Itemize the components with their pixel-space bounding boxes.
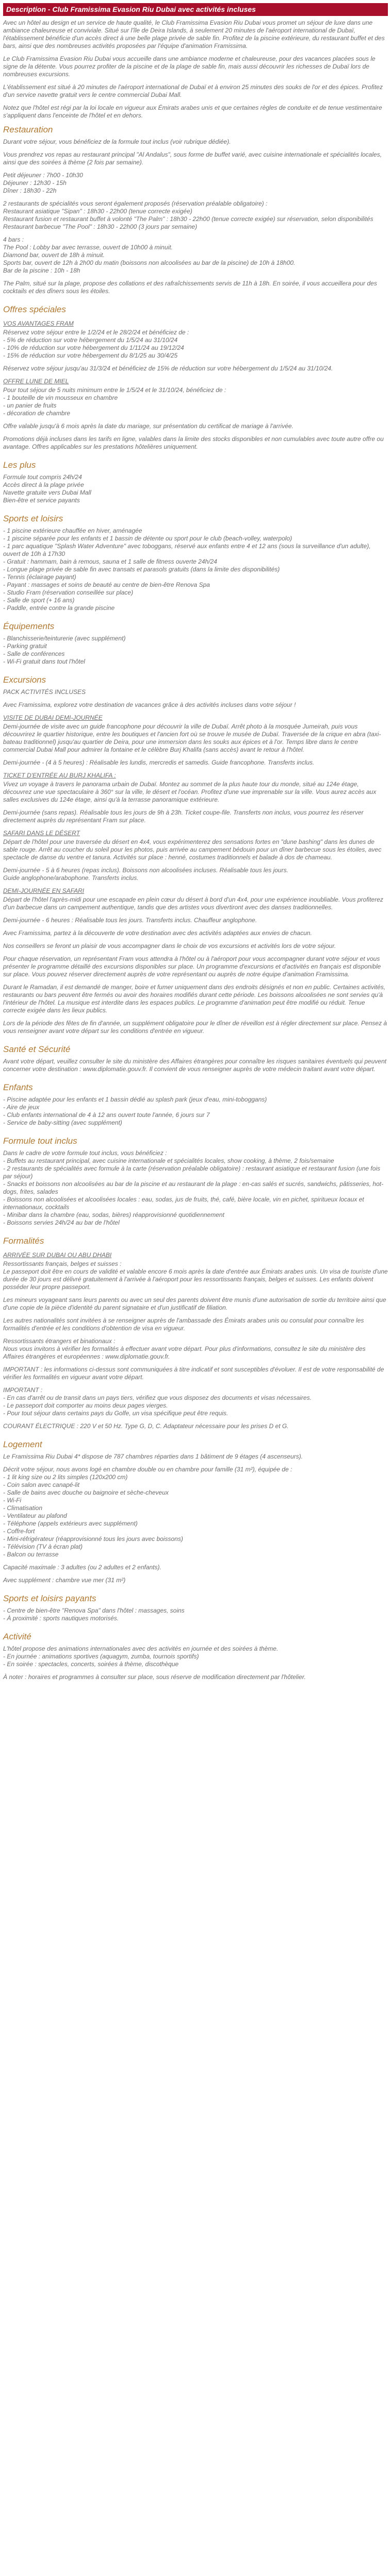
- subsection-title: ARRIVÉE SUR DUBAI OU ABU DHABI: [3, 1251, 112, 1259]
- text-line: - Salle de bains avec douche ou baignoire et sèche-cheveux: [3, 1489, 169, 1496]
- text-block: [3, 138, 388, 146]
- text-line: À noter : horaires et programmes à consulter sur place, sous réserve de modification directement par l'hôtelier.: [3, 1673, 306, 1681]
- text-block: [3, 365, 388, 372]
- section-title: Sports et loisirs payants: [3, 1594, 96, 1603]
- text-line: Accès direct à la plage privée: [3, 481, 84, 488]
- text-block: [3, 1422, 388, 1430]
- text-block: [3, 1058, 388, 1073]
- text-line: - Piscine adaptée pour les enfants et 1 bassin dédié au splash park (jeux d'eau, mini-toboggans): [3, 1096, 267, 1103]
- text-block: [3, 172, 388, 195]
- text-line: The Palm, situé sur la plage, propose des collations et des rafraîchissements servis de 11h à 18h. En soirée, il vous accueillera pour des cocktails et des dîners sous les étoiles.: [3, 280, 377, 295]
- text-line: Offre valable jusqu'à 6 mois après la date du mariage, sur présentation du certificat de mariage à l'arrivée.: [3, 422, 294, 430]
- text-line: - Télévision (TV à écran plat): [3, 1543, 83, 1550]
- subsection-title: SAFARI DANS LE DÉSERT: [3, 829, 80, 837]
- text-line: Demi-journée - (4 à 5 heures) : Réalisable les lundis, mercredis et samedis. Guide francophone. Transferts inclus.: [3, 759, 315, 766]
- text-block: [3, 1337, 388, 1361]
- text-line: - Buffets au restaurant principal, avec cuisine internationale et spécialités locales, show cooking, à thème, 2 fois/semaine: [3, 1157, 334, 1164]
- text-line: 2 restaurants de spécialités vous seront également proposés (réservation préalable obligatoire) :: [3, 200, 268, 207]
- text-line: Demi-journée - 6 heures : Réalisable tous les jours. Transferts inclus. Chauffeur anglophone.: [3, 917, 257, 924]
- text-line: - Boissons non alcoolisées et alcoolisées locales : eau, sodas, jus de fruits, thé, café, bière locale, vin en pichet, spiritueux locaux et internationaux, cocktails: [3, 1196, 364, 1211]
- text-block: [3, 1607, 388, 1622]
- text-line: Avec supplément : chambre vue mer (31 m²): [3, 1577, 126, 1584]
- text-line: Guide anglophone/arabophone. Transferts inclus.: [3, 874, 139, 882]
- text-block: [3, 867, 388, 882]
- text-line: - Service de baby-sitting (avec supplément): [3, 1119, 122, 1126]
- text-line: - Coin salon avec canapé-lit: [3, 1481, 80, 1488]
- text-line: - Snacks et boissons non alcoolisées au bar de la piscine et au restaurant de la plage : en-cas salés et sucrés, sandwichs, pâtisseries, hot-dogs, frites, salades: [3, 1180, 384, 1195]
- text-line: Avant votre départ, veuillez consulter le site du ministère des Affaires étrangères pour connaître les risques sanitaires éventuels qui peuvent concerner votre destination : www.diplomatie.gouv.fr. Il convient de vous renseigner auprès de votre médecin traitant avant votre départ.: [3, 1058, 387, 1073]
- text-line: - 1 lit king size ou 2 lits simples (120x200 cm): [3, 1473, 128, 1481]
- section-title: Enfants: [3, 1082, 33, 1092]
- intro-paragraph: L'établissement est situé à 20 minutes de l'aéroport international de Dubaï et à environ 25 minutes des souks de l'or et des épices. Profitez d'un service navette gratuit vers le centre commercial Dubai Mall.: [3, 83, 383, 98]
- text-block: [3, 896, 388, 911]
- text-block: [3, 1317, 388, 1332]
- section-title: Offres spéciales: [3, 304, 66, 314]
- text-block: [3, 1453, 388, 1461]
- text-line: Vivez un voyage à travers le panorama urbain de Dubaï. Montez au sommet de la plus haute tour du monde, situé au 124e étage, découvrez une vue spectaculaire à 360° sur la ville, le désert et l'océan. Profitez d'une vue imprenable sur la ville. Vous aurez accès aux salles exclusives du 124e étage, ainsi qu'à la terrasse panoramique extérieure.: [3, 781, 377, 803]
- text-line: - Téléphone (appels extérieurs avec supplément): [3, 1520, 138, 1527]
- text-line: Sports bar, ouvert de 12h à 2h00 du matin (boissons non alcoolisées au bar de la piscine) de 10h à 18h00.: [3, 259, 296, 266]
- text-line: Durant le Ramadan, il est demandé de manger, boire et fumer uniquement dans des endroits désignés et non en public. Certaines activités, restaurants ou bars peuvent être fermés ou avoir des horaires modifiés durant cette période. Les boissons alcoolisées ne sont servies qu'à l'intérieur de l'hôtel. La musique est interdite dans les espaces publics. Le programme d'animation peut être modifié ou réduit. Tenue correcte exigée dans les lieux publics.: [3, 984, 386, 1014]
- text-line: Capacité maximale : 3 adultes (ou 2 adultes et 2 enfants).: [3, 1564, 161, 1571]
- text-line: Dans le cadre de votre formule tout inclus, vous bénéficiez :: [3, 1149, 167, 1157]
- text-line: Restaurant fusion et restaurant buffet à volonté "The Palm" : 18h30 - 22h00 (tenue correcte exigée) sur réservation, selon disponibilités: [3, 215, 373, 223]
- text-line: - 15% de réduction sur votre hébergement du 8/1/25 au 30/4/25: [3, 352, 178, 359]
- intro-section: [3, 19, 388, 120]
- text-line: - Paddle, entrée contre la grande piscine: [3, 604, 115, 612]
- text-line: - Longue plage privée de sable fin avec transats et parasols gratuits (dans la limite des disponibilités): [3, 566, 280, 573]
- text-line: - Gratuit : hammam, bain à remous, sauna et 1 salle de fitness ouverte 24h/24: [3, 558, 217, 565]
- text-block: [3, 1260, 388, 1291]
- text-block: [3, 1020, 388, 1035]
- text-block: [3, 929, 388, 937]
- text-line: Réservez votre séjour jusqu'au 31/3/24 et bénéficiez de 15% de réduction sur votre hébergement du 1/5/24 au 31/10/24.: [3, 365, 333, 372]
- text-line: Nous vous invitons à vérifier les formalités à effectuer avant votre départ. Pour plus d'informations, consultez le site du ministère des Affaires étrangères et européennes : www.diplomatie.gouv.fr.: [3, 1345, 366, 1360]
- text-line: Lors de la période des fêtes de fin d'année, un supplément obligatoire pour le dîner de réveillon est à régler directement sur place. Pensez à vous renseigner avant votre départ sur les conditions d'entrée en vigueur.: [3, 1020, 387, 1035]
- text-line: - Balcon ou terrasse: [3, 1551, 59, 1558]
- section-title: Formule tout inclus: [3, 1136, 77, 1146]
- section-title: Excursions: [3, 675, 46, 685]
- text-line: Réservez votre séjour entre le 1/2/24 et le 28/2/24 et bénéficiez de :: [3, 329, 189, 336]
- text-block: [3, 1386, 388, 1417]
- text-line: - 1 piscine séparée pour les enfants et 1 bassin de détente ou sport pour le club (beach-volley, waterpolo): [3, 535, 292, 542]
- text-line: - 5% de réduction sur votre hébergement du 1/5/24 au 31/10/24: [3, 336, 178, 344]
- text-line: - Climatisation: [3, 1504, 43, 1512]
- text-line: - Pour tout séjour dans certains pays du Golfe, un visa spécifique peut être requis.: [3, 1410, 229, 1417]
- text-block: [3, 200, 388, 231]
- text-line: 4 bars :: [3, 236, 24, 243]
- text-line: IMPORTANT : les informations ci-dessus sont communiquées à titre indicatif et sont susceptibles d'évoluer. Il est de votre responsabilité de vérifier les formalités en vigueur avant votre départ.: [3, 1366, 384, 1381]
- section-title: Activité: [3, 1632, 31, 1641]
- page-title-bar: [3, 3, 388, 16]
- text-line: - Tennis (éclairage payant): [3, 573, 76, 581]
- text-line: Départ de l'hôtel pour une traversée du désert en 4x4, vous expérimenterez des sensations fortes en "dune bashing" dans les dunes de sable rouge. Arrêt au coucher du soleil pour les photos, puis arrivée au campement bédouin pour un dîner barbecue sous les étoiles, avec spectacle de danse du ventre et tanura. Activités sur place : henné, costumes traditionnels et balade à dos de chameau.: [3, 838, 382, 861]
- text-line: Décrit votre séjour, nous avons logé en chambre double ou en chambre pour famille (31 m²), équipée de :: [3, 1466, 292, 1473]
- text-line: Durant votre séjour, vous bénéficiez de la formule tout inclus (voir rubrique dédiée).: [3, 138, 231, 145]
- text-line: Départ de l'hôtel l'après-midi pour une escapade en plein cœur du désert à bord d'un 4x4, pour une expérience inoubliable. Vous profiterez d'un barbecue dans un campement authentique, tandis que des artistes vous divertiront avec des danses traditionnelles.: [3, 896, 383, 911]
- text-line: - Centre de bien-être "Renova Spa" dans l'hôtel : massages, soins: [3, 1607, 185, 1614]
- text-block: [3, 917, 388, 924]
- text-line: Dîner : 18h30 - 22h: [3, 187, 57, 194]
- text-block: [3, 942, 388, 950]
- text-line: - Parking gratuit: [3, 642, 47, 650]
- text-block: [3, 1577, 388, 1584]
- text-line: - décoration de chambre: [3, 410, 71, 417]
- text-block: [3, 1096, 388, 1127]
- subsection-title: TICKET D'ENTRÉE AU BURJ KHALIFA :: [3, 772, 116, 779]
- text-line: Promotions déjà incluses dans les tarifs en ligne, valables dans la limite des stocks disponibles et non cumulables avec toute autre offre ou avantage. Offres applicables sur les prestations hôtelières uniquement.: [3, 435, 384, 450]
- text-line: COURANT ÉLECTRIQUE : 220 V et 50 Hz. Type G, D, C. Adaptateur nécessaire pour les prises D et G.: [3, 1422, 289, 1430]
- text-line: Le Framissima Riu Dubai 4* dispose de 787 chambres réparties dans 1 bâtiment de 9 étages (4 ascenseurs).: [3, 1453, 303, 1460]
- text-line: - À proximité : sports nautiques motorisés.: [3, 1615, 119, 1622]
- text-line: L'hôtel propose des animations internationales avec des activités en journée et des soirées à thème.: [3, 1645, 279, 1652]
- text-block: [3, 435, 388, 451]
- text-line: - un panier de fruits: [3, 402, 57, 409]
- text-line: Déjeuner : 12h30 - 15h: [3, 179, 67, 187]
- text-block: [3, 688, 388, 696]
- section-title: Sports et loisirs: [3, 514, 63, 523]
- intro-paragraph: Notez que l'hôtel est régi par la loi locale en vigueur aux Émirats arabes unis et que certaines règles de conduite et de tenue vestimentaire s'appliquent dans l'enceinte de l'hôtel et en dehors.: [3, 104, 382, 119]
- text-block: [3, 1466, 388, 1558]
- text-line: Navette gratuite vers Dubai Mall: [3, 489, 91, 496]
- text-line: - Wi-Fi: [3, 1497, 22, 1504]
- text-line: - Boissons servies 24h/24 au bar de l'hôtel: [3, 1219, 120, 1226]
- text-block: [3, 723, 388, 754]
- section-title: Formalités: [3, 1236, 44, 1246]
- text-line: - Salle de conférences: [3, 650, 65, 657]
- text-block: [3, 1645, 388, 1668]
- text-line: - Minibar dans la chambre (eau, sodas, bières) réapprovisionné quotidiennement: [3, 1211, 224, 1218]
- text-line: Demi-journée (sans repas). Réalisable tous les jours de 9h à 23h. Ticket coupe-file. Transferts non inclus, vous pourrez les réserver directement auprès du représentant Fram sur place.: [3, 809, 364, 824]
- text-line: - Ventilateur au plafond: [3, 1512, 67, 1519]
- text-line: Demi-journée de visite avec un guide francophone pour découvrir la ville de Dubaï. Arrêt photo à la mosquée Jumeirah, puis vous découvrirez le quartier historique, entre les boutiques et l'ancien fort où se trouve le musée de Dubaï. Traversée de la crique en abra (taxi-bateau traditionnel) jusqu'au quartier de Deira, pour une immersion dans les souks aux épices et à l'or. Temps libre dans le centre commercial Dubai Mall pour admirer la fontaine et le célèbre Burj Khalifa (sans accès) avant le retour à l'hôtel.: [3, 723, 381, 753]
- subsection-title: DEMI-JOURNÉE EN SAFARI: [3, 887, 85, 894]
- text-line: Avec Framissima, explorez votre destination de vacances grâce à des activités incluses dans votre séjour !: [3, 701, 296, 708]
- text-line: Restaurant barbecue "The Pool" : 18h30 - 22h00 (3 jours par semaine): [3, 223, 198, 230]
- text-line: - Payant : massages et soins de beauté au centre de bien-être Renova Spa: [3, 581, 210, 588]
- text-line: - 1 piscine extérieure chauffée en hiver, aménagée: [3, 527, 142, 534]
- text-line: Bar de la piscine : 10h - 18h: [3, 267, 80, 274]
- text-line: - Mini-réfrigérateur (réapprovisionné tous les jours avec boissons): [3, 1535, 183, 1543]
- text-line: - En soirée : spectacles, concerts, soirées à thème, discothèque: [3, 1660, 179, 1668]
- text-block: [3, 781, 388, 804]
- section-title: Les plus: [3, 460, 36, 470]
- content-sections: [3, 125, 388, 1681]
- text-line: Restaurant asiatique "Sipan" : 18h30 - 22h00 (tenue correcte exigée): [3, 208, 192, 215]
- text-line: Vous prendrez vos repas au restaurant principal "Al Andalus", sous forme de buffet varié, avec cuisine internationale et spécialités locales, ainsi que des soirées à thème (2 fois par semaine).: [3, 151, 382, 166]
- text-line: - 2 restaurants de spécialités avec formule à la carte (réservation préalable obligatoire) : restaurant asiatique et restaurant fusion (une fois par séjour): [3, 1165, 381, 1180]
- text-block: [3, 329, 388, 360]
- text-line: - Salle de sport (+ 16 ans): [3, 597, 75, 604]
- text-line: Les mineurs voyageant sans leurs parents ou avec un seul des parents doivent être munis d'une autorisation de sortie du territoire ainsi que d'une copie de la pièce d'identité du parent signataire et d'un justificatif de filiation.: [3, 1296, 386, 1311]
- text-block: [3, 955, 388, 978]
- text-line: The Pool : Lobby bar avec terrasse, ouvert de 10h00 à minuit.: [3, 244, 173, 251]
- text-line: Nos conseillers se feront un plaisir de vous accompagner dans le choix de vos excursions et activités lors de votre séjour.: [3, 942, 336, 950]
- text-line: Bien-être et service payants: [3, 497, 80, 504]
- text-line: Avec Framissima, partez à la découverte de votre destination avec des activités adaptées aux envies de chacun.: [3, 929, 312, 937]
- text-block: [3, 759, 388, 767]
- text-block: [3, 236, 388, 275]
- text-block: [3, 280, 388, 295]
- text-block: [3, 635, 388, 666]
- intro-paragraph: Avec un hôtel au design et un service de haute qualité, le Club Framissima Evasion Riu Dubai vous promet un séjour de luxe dans une ambiance chaleureuse et conviviale. Situé sur l'île de Deira Islands, à seulement 20 minutes de l'aéroport international de Dubaï, l'établissement bénéficie d'un accès direct à une belle plage privée de sable fin. Profitez de la piscine extérieure, du restaurant buffet et des bars, ainsi que des nombreuses activités proposées par l'équipe d'animation Framissima.: [3, 19, 385, 49]
- text-block: [3, 386, 388, 417]
- text-block: [3, 422, 388, 430]
- text-line: Pour chaque réservation, un représentant Fram vous attendra à l'hôtel ou à l'aéroport pour vous accompagner durant votre séjour et vous présenter le programme détaillé des excursions disponibles sur place. Un programme d'excursions et d'activités en français est disponible sur place. Vous pouvez réserver directement auprès de votre représentant ou auprès de notre équipe d'animation Framissima.: [3, 955, 381, 978]
- text-line: IMPORTANT :: [3, 1386, 43, 1394]
- section-title: Équipements: [3, 621, 55, 631]
- text-block: [3, 809, 388, 824]
- text-block: [3, 701, 388, 709]
- text-line: - 1 bouteille de vin mousseux en chambre: [3, 394, 118, 401]
- section-title: Santé et Sécurité: [3, 1044, 71, 1054]
- text-line: PACK ACTIVITÉS INCLUSES: [3, 688, 86, 696]
- text-block: [3, 984, 388, 1014]
- subsection-title: OFFRE LUNE DE MIEL: [3, 378, 69, 385]
- text-line: Ressortissants français, belges et suisses :: [3, 1260, 122, 1267]
- text-block: [3, 527, 388, 612]
- page-title: Description - Club Framissima Evasion Riu Dubai avec activités incluses: [6, 5, 256, 13]
- text-block: [3, 473, 388, 504]
- text-line: Formule tout compris 24h/24: [3, 473, 82, 481]
- text-block: [3, 1564, 388, 1571]
- text-line: Les autres nationalités sont invitées à se renseigner auprès de l'ambassade des Émirats arabes unis ou consulat pour connaître les formalités d'entrée et les conditions d'obtention de visa en vigueur.: [3, 1317, 364, 1332]
- text-line: - En cas d'arrêt ou de transit dans un pays tiers, vérifiez que vous disposez des documents et visas nécessaires.: [3, 1394, 312, 1401]
- text-block: [3, 1296, 388, 1312]
- text-line: Le passeport doit être en cours de validité et valable encore 6 mois après la date d'entrée aux Émirats arabes unis. Un visa de touriste d'une durée de 30 jours est délivré gratuitement à l'arrivée à l'aéroport pour les ressortissants français, belges et suisses. Les enfants doivent posséder leur propre passeport.: [3, 1268, 388, 1291]
- intro-paragraph: Le Club Framissima Evasion Riu Dubai vous accueille dans une ambiance moderne et chaleureuse, pour des vacances placées sous le signe de la détente. Vous pourrez profiter de la piscine et de la plage de sable fin, mais aussi découvrir les richesses de Dubaï lors de nombreuses excursions.: [3, 55, 376, 78]
- subsection-title: VOS AVANTAGES FRAM: [3, 320, 74, 327]
- section-title: Logement: [3, 1439, 42, 1449]
- text-line: Diamond bar, ouvert de 18h à minuit.: [3, 251, 105, 259]
- text-block: [3, 1149, 388, 1227]
- text-line: Demi-journée - 5 à 6 heures (repas inclus). Boissons non alcoolisées incluses. Réalisable tous les jours.: [3, 867, 288, 874]
- text-line: - 1 parc aquatique "Splash Water Adventure" avec toboggans, réservé aux enfants entre 4 et 12 ans (sous la surveillance d'un adulte), ouvert de 10h à 17h30: [3, 543, 371, 557]
- text-block: [3, 838, 388, 861]
- text-line: Pour tout séjour de 5 nuits minimum entre le 1/5/24 et le 31/10/24, bénéficiez de :: [3, 386, 226, 394]
- text-line: - Blanchisserie/teinturerie (avec supplément): [3, 635, 126, 642]
- text-line: - Le passeport doit comporter au moins deux pages vierges.: [3, 1402, 168, 1409]
- text-block: [3, 151, 388, 166]
- text-line: Petit déjeuner : 7h00 - 10h30: [3, 172, 83, 179]
- text-line: Ressortissants étrangers et binationaux :: [3, 1337, 116, 1345]
- text-block: [3, 1366, 388, 1381]
- text-line: - Aire de jeux: [3, 1104, 40, 1111]
- text-line: - Wi-Fi gratuit dans tout l'hôtel: [3, 658, 85, 665]
- text-line: - Club enfants international de 4 à 12 ans ouvert toute l'année, 6 jours sur 7: [3, 1111, 210, 1118]
- section-title: Restauration: [3, 125, 53, 134]
- subsection-title: VISITE DE DUBAI DEMI-JOURNÉE: [3, 714, 103, 721]
- text-line: - Studio Fram (réservation conseillée sur place): [3, 589, 134, 596]
- text-line: - En journée : animations sportives (aquagym, zumba, tournois sportifs): [3, 1653, 199, 1660]
- text-block: [3, 1673, 388, 1681]
- text-line: - Coffre-fort: [3, 1528, 35, 1535]
- text-line: - 10% de réduction sur votre hébergement du 1/11/24 au 19/12/24: [3, 344, 184, 351]
